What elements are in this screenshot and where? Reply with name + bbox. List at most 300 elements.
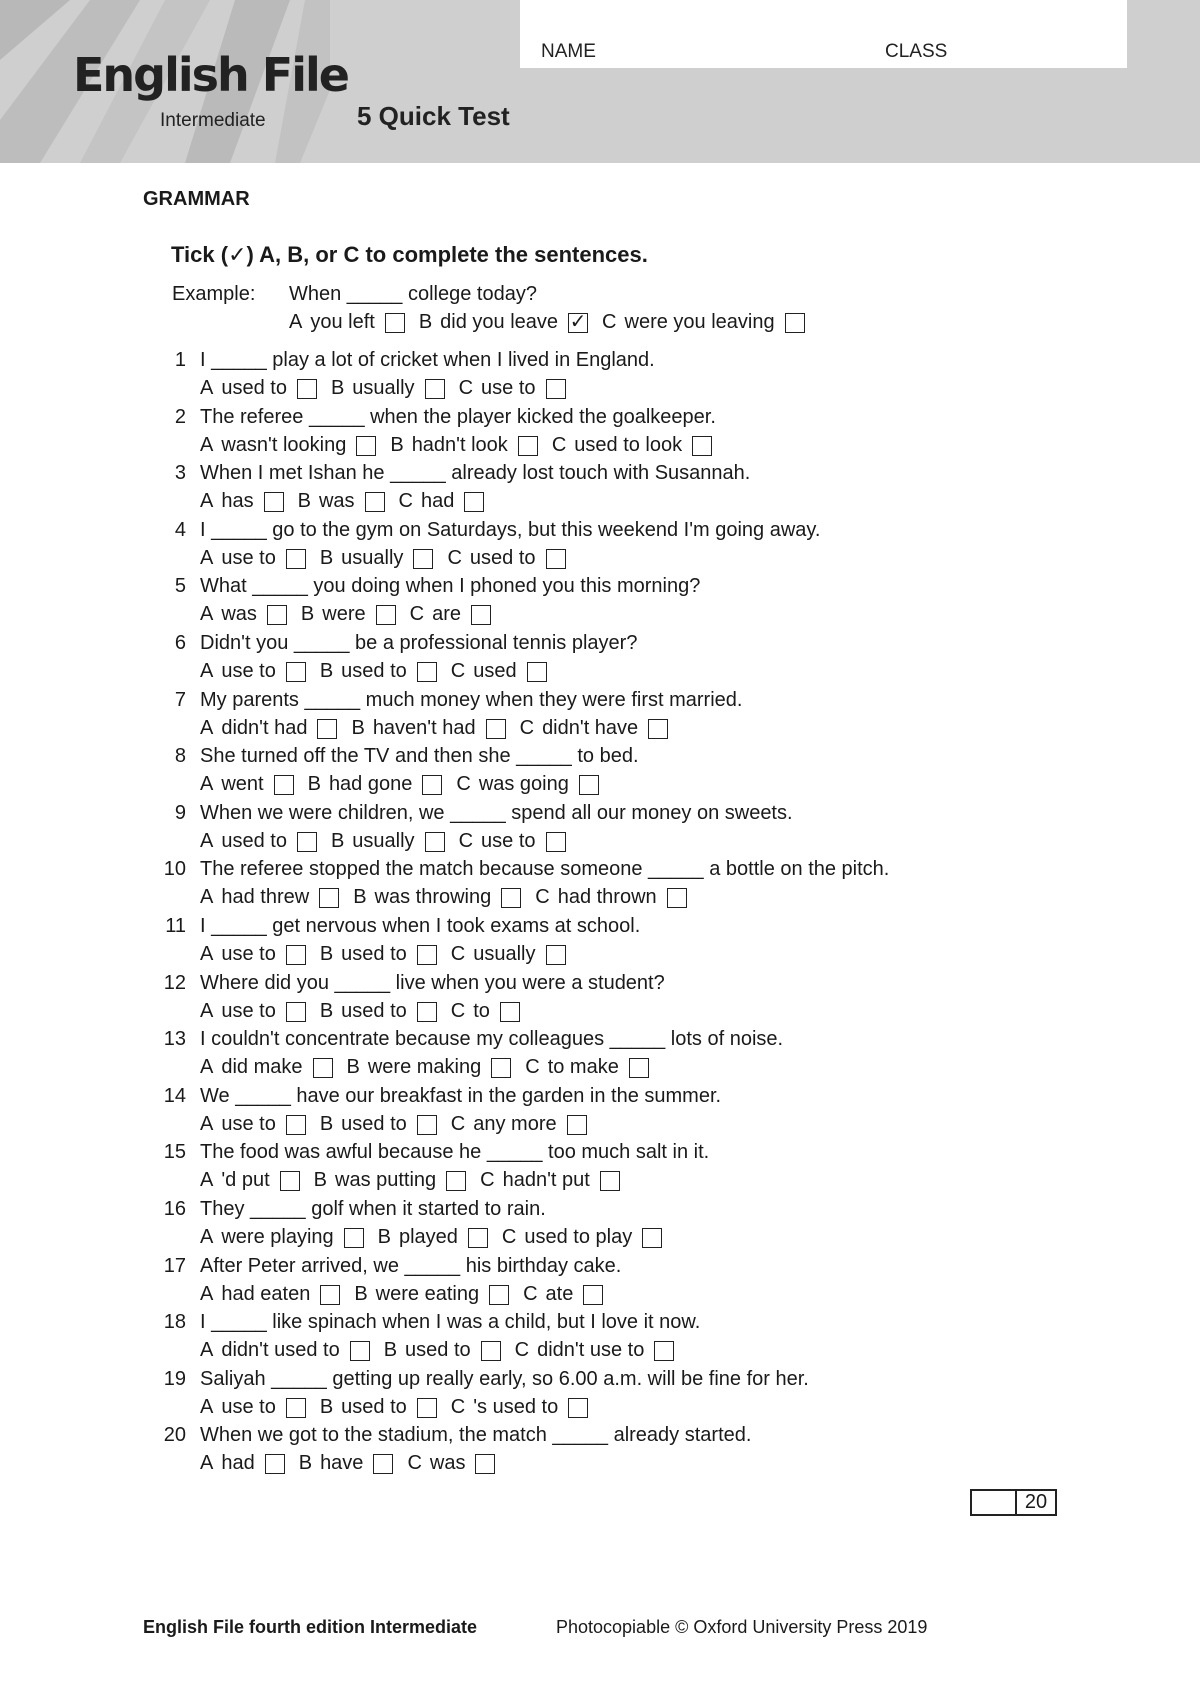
name-class-box [520,0,1127,68]
option-letter: B [346,1056,360,1078]
option-b[interactable] [347,1055,512,1079]
option-letter: A [200,1283,214,1305]
answer-checkbox[interactable] [267,605,287,625]
options-row [200,1338,688,1362]
option-text: used to [341,1396,407,1418]
option-text: had thrown [557,886,657,908]
option-text: haven't had [372,717,476,739]
example-text: When _____ college today? [289,283,537,305]
answer-checkbox[interactable]: ✓ [569,311,587,333]
option-text: used to [405,1339,471,1361]
options-row [200,1055,663,1079]
answer-checkbox[interactable] [546,379,566,399]
class-label: CLASS [885,41,948,62]
answer-checkbox[interactable] [481,1341,501,1361]
question-number: 9 [174,802,186,824]
answer-checkbox[interactable] [501,888,521,908]
option-a[interactable] [200,942,306,966]
option-text: didn't use to [537,1339,645,1361]
option-letter: A [200,547,214,569]
answer-checkbox[interactable] [280,1171,300,1191]
answer-checkbox[interactable] [264,492,284,512]
option-text: had [221,1452,255,1474]
answer-checkbox[interactable] [546,549,566,569]
option-letter: B [297,490,311,512]
option-text: had [420,490,455,512]
option-c[interactable] [447,546,565,570]
answer-checkbox[interactable] [376,605,396,625]
option-text: hadn't put [502,1169,590,1191]
answer-checkbox[interactable] [350,1341,370,1361]
option-letter: A [289,311,303,333]
answer-checkbox[interactable] [413,549,433,569]
option-b[interactable] [320,1112,437,1136]
question-text: After Peter arrived, we _____ his birthday cake. [200,1255,622,1277]
option-letter: B [377,1226,391,1248]
option-letter: B [418,311,433,333]
option-a[interactable] [200,829,317,853]
option-text: used to [341,943,407,965]
option-a[interactable] [200,1112,306,1136]
question-text: Saliyah _____ getting up really early, so 6.00 a.m. will be fine for her. [200,1368,809,1390]
option-letter: A [200,717,214,739]
option-c[interactable] [502,1225,662,1249]
option-a[interactable] [200,546,306,570]
option-c[interactable] [451,659,547,683]
answer-checkbox[interactable] [464,492,484,512]
option-c[interactable] [451,999,520,1023]
answer-checkbox[interactable] [579,775,599,795]
answer-checkbox[interactable] [425,832,445,852]
options-row [200,433,726,457]
option-letter: B [330,377,345,399]
options-row [200,772,613,796]
question-text: We _____ have our breakfast in the garden in the summer. [200,1085,722,1107]
option-c[interactable] [602,310,805,334]
option-letter: C [602,311,617,333]
option-c[interactable] [451,1395,588,1419]
option-text: has [221,490,254,512]
option-letter: A [200,1169,214,1191]
option-letter: C [523,1283,538,1305]
option-letter: B [307,773,321,795]
answer-checkbox[interactable] [491,1058,511,1078]
option-letter: B [390,434,404,456]
options-row [200,376,580,400]
question-text: I _____ play a lot of cricket when I lived in England. [200,349,655,371]
option-letter: C [480,1169,495,1191]
option-c[interactable] [520,716,669,740]
option-c[interactable] [515,1338,675,1362]
question-number: 16 [163,1198,186,1220]
options-row [200,1395,602,1419]
option-letter: B [300,603,315,625]
answer-checkbox[interactable] [286,1002,306,1022]
option-letter: C [525,1056,540,1078]
option-letter: A [200,1000,214,1022]
option-c[interactable] [451,1112,587,1136]
option-letter: C [458,377,474,399]
option-letter: C [450,1113,466,1135]
option-text: was throwing [374,886,492,908]
option-text: usually [352,377,415,399]
option-letter: C [450,1000,466,1022]
option-letter: A [200,660,214,682]
option-text: used [473,660,517,682]
footer-copyright: Photocopiable © Oxford University Press 2019 [556,1617,928,1637]
option-letter: B [354,1283,368,1305]
question-number: 8 [174,745,186,767]
answer-checkbox[interactable] [286,945,306,965]
answer-checkbox[interactable] [356,436,376,456]
question-number: 7 [174,689,186,711]
options-row [200,1225,676,1249]
option-letter: C [501,1226,517,1248]
answer-checkbox[interactable] [546,832,566,852]
option-a[interactable] [200,1395,306,1419]
options-row [200,546,580,570]
option-letter: A [200,490,214,512]
answer-checkbox[interactable] [475,1454,495,1474]
question-text: I _____ get nervous when I took exams at school. [200,915,641,937]
option-c[interactable] [459,376,566,400]
option-c[interactable] [451,942,566,966]
option-letter: A [200,603,214,625]
question-number: 4 [174,519,186,541]
option-text: didn't used to [221,1339,340,1361]
option-text: used to [341,1113,407,1135]
answer-checkbox[interactable] [286,1115,306,1135]
question-number: 3 [174,462,186,484]
question-text: I couldn't concentrate because my colleagues _____ lots of noise. [200,1028,784,1050]
question-text: Didn't you _____ be a professional tennis player? [200,632,638,654]
question-number: 20 [163,1424,186,1446]
option-text: hadn't look [411,434,508,456]
option-b[interactable] [390,433,537,457]
option-b[interactable] [320,942,437,966]
question-number: 2 [174,406,186,428]
option-text: was [318,490,355,512]
option-b[interactable] [299,1451,394,1475]
answer-checkbox[interactable] [600,1171,620,1191]
answer-checkbox[interactable] [417,1398,437,1418]
option-letter: B [319,1396,334,1418]
option-text: played [398,1226,458,1248]
question-number: 13 [163,1028,186,1050]
option-c[interactable] [523,1282,603,1306]
score-box [970,1489,1057,1516]
option-a[interactable] [200,1338,370,1362]
option-letter: C [535,886,550,908]
option-letter: B [319,1000,334,1022]
answer-checkbox[interactable] [344,1228,364,1248]
answer-checkbox[interactable] [546,945,566,965]
option-text: had threw [221,886,310,908]
options-row [200,659,561,683]
question-number: 1 [174,349,186,371]
options-row [200,1282,617,1306]
answer-checkbox[interactable] [500,1002,520,1022]
answer-checkbox[interactable] [297,832,317,852]
options-row [200,1168,634,1192]
option-c[interactable] [535,885,686,909]
option-letter: B [351,717,365,739]
option-letter: A [200,1396,214,1418]
option-letter: C [447,547,462,569]
option-text: had eaten [221,1283,311,1305]
option-b[interactable] [331,376,445,400]
answer-checkbox[interactable] [629,1058,649,1078]
question-text: They _____ golf when it started to rain. [200,1198,546,1220]
option-a[interactable] [200,433,376,457]
option-letter: B [319,943,334,965]
option-text: did you leave [440,311,559,333]
option-c[interactable] [410,602,491,626]
answer-checkbox[interactable] [583,1285,603,1305]
option-letter: A [200,886,214,908]
question-text: The referee _____ when the player kicked the goalkeeper. [200,406,716,428]
answer-checkbox[interactable] [785,313,805,333]
answer-checkbox[interactable] [446,1171,466,1191]
question-number: 12 [163,972,186,994]
option-a[interactable] [200,1055,333,1079]
option-b[interactable] [301,602,396,626]
option-letter: C [398,490,413,512]
option-a[interactable] [200,376,317,400]
option-letter: B [330,830,345,852]
question-text: Where did you _____ live when you were a student? [200,972,665,994]
option-letter: C [514,1339,530,1361]
option-letter: A [200,434,214,456]
score-total: 20 [1024,1491,1048,1513]
answer-checkbox[interactable] [417,1115,437,1135]
option-text: used to [221,830,287,852]
question-text: The food was awful because he _____ too much salt in it. [200,1141,710,1163]
example-label: Example: [172,283,256,305]
option-b[interactable] [331,829,445,853]
option-text: were eating [375,1283,480,1305]
answer-checkbox[interactable] [468,1228,488,1248]
option-c[interactable] [399,489,485,513]
answer-checkbox[interactable] [313,1058,333,1078]
options-row [200,885,701,909]
answer-checkbox[interactable] [568,1398,588,1418]
option-a[interactable] [200,999,306,1023]
header-banner [0,0,1200,163]
option-c[interactable] [456,772,599,796]
option-text: have [320,1452,364,1474]
question-number: 17 [163,1255,186,1277]
option-c[interactable] [525,1055,649,1079]
question-number: 19 [163,1368,186,1390]
question-text: The referee stopped the match because someone _____ a bottle on the pitch. [200,858,890,880]
option-text: were [322,603,366,625]
option-text: had gone [328,773,413,795]
option-c[interactable] [459,829,566,853]
option-b[interactable] [314,1168,467,1192]
question-number: 14 [163,1085,186,1107]
option-text: were playing [221,1226,334,1248]
option-letter: C [551,434,567,456]
test-title: 5 Quick Test [357,101,510,131]
question-number: 6 [174,632,186,654]
answer-checkbox[interactable] [692,436,712,456]
option-text: use to [221,1113,276,1135]
question-text: What _____ you doing when I phoned you this morning? [200,575,701,597]
question-number: 10 [163,858,186,880]
option-letter: A [200,1226,214,1248]
answer-checkbox[interactable] [648,719,668,739]
option-letter: A [200,830,214,852]
option-text: ate [545,1283,574,1305]
footer-edition: English File fourth edition Intermediate [143,1617,478,1637]
answer-checkbox[interactable] [422,775,442,795]
option-text: used to play [524,1226,633,1248]
option-c[interactable] [407,1451,495,1475]
answer-checkbox[interactable] [265,1454,285,1474]
option-c[interactable] [480,1168,620,1192]
option-a[interactable] [200,1225,364,1249]
answer-checkbox[interactable] [642,1228,662,1248]
option-b[interactable] [353,885,521,909]
question-text: I _____ like spinach when I was a child, but I love it now. [200,1311,701,1333]
option-letter: C [450,660,466,682]
option-text: went [221,773,264,795]
option-a[interactable] [200,659,306,683]
option-text: usually [473,943,536,965]
option-text: 's used to [473,1396,559,1418]
option-b[interactable] [354,1282,509,1306]
option-a[interactable] [200,602,287,626]
option-b[interactable] [351,716,505,740]
option-b[interactable] [320,659,437,683]
answer-checkbox[interactable] [417,662,437,682]
answer-checkbox[interactable] [385,313,405,333]
option-letter: A [200,943,214,965]
answer-checkbox[interactable] [417,1002,437,1022]
option-letter: A [200,773,214,795]
question-text: My parents _____ much money when they were first married. [200,689,743,711]
option-b[interactable] [378,1225,488,1249]
answer-checkbox[interactable] [297,379,317,399]
option-text: was putting [335,1169,437,1191]
option-letter: B [319,547,334,569]
options-row [200,1112,601,1136]
option-letter: C [450,943,466,965]
option-b[interactable] [298,489,385,513]
option-text: use to [221,1000,276,1022]
question-text: She turned off the TV and then she _____ to bed. [200,745,639,767]
answer-checkbox[interactable] [489,1285,509,1305]
answer-checkbox[interactable] [471,605,491,625]
option-letter: C [409,603,425,625]
option-text: use to [481,830,536,852]
options-row [200,829,580,853]
answer-checkbox[interactable] [319,888,339,908]
answer-checkbox[interactable] [417,945,437,965]
answer-checkbox[interactable] [527,662,547,682]
option-a[interactable] [200,716,337,740]
question-number: 5 [174,575,186,597]
option-text: use to [221,547,276,569]
option-letter: A [200,1339,214,1361]
option-text: was [429,1452,466,1474]
option-b[interactable] [419,310,588,334]
option-text: used to [469,547,536,569]
options-row [200,602,505,626]
option-b[interactable] [384,1338,501,1362]
option-letter: A [200,1452,214,1474]
option-a[interactable] [200,489,284,513]
option-c[interactable] [552,433,712,457]
option-text: used to look [574,434,683,456]
options-row [200,999,534,1023]
option-letter: B [383,1339,398,1361]
option-text: didn't had [221,717,308,739]
option-a[interactable] [200,772,294,796]
answer-checkbox[interactable] [274,775,294,795]
option-text: were you leaving [624,311,775,333]
option-text: did make [221,1056,303,1078]
option-text: wasn't looking [221,434,347,456]
option-b[interactable] [308,772,443,796]
answer-checkbox[interactable] [373,1454,393,1474]
option-letter: B [319,1113,334,1135]
option-text: usually [341,547,404,569]
option-text: use to [221,943,276,965]
option-a[interactable] [200,1168,300,1192]
option-a[interactable] [289,310,405,334]
answer-checkbox[interactable] [567,1115,587,1135]
logo-text: English File [73,48,348,102]
option-letter: A [200,1056,214,1078]
section-title: GRAMMAR [143,188,250,210]
answer-checkbox[interactable] [286,662,306,682]
option-a[interactable] [200,1282,340,1306]
answer-checkbox[interactable] [320,1285,340,1305]
option-b[interactable] [320,999,437,1023]
logo-subtitle: Intermediate [160,110,266,131]
answer-checkbox[interactable] [286,1398,306,1418]
option-text: were making [367,1056,482,1078]
question-text: I _____ go to the gym on Saturdays, but this weekend I'm going away. [200,519,821,541]
option-text: was [221,603,257,625]
option-letter: C [456,773,471,795]
option-text: was going [478,773,569,795]
answer-checkbox[interactable] [425,379,445,399]
answer-checkbox[interactable] [667,888,687,908]
option-text: use to [221,1396,276,1418]
option-text: you left [310,311,375,333]
question-number: 15 [163,1141,186,1163]
score-blank[interactable] [972,1491,1017,1514]
instruction: Tick (✓) A, B, or C to complete the sentences. [171,242,648,267]
option-b[interactable] [320,546,434,570]
answer-checkbox[interactable] [317,719,337,739]
answer-checkbox[interactable] [486,719,506,739]
answer-checkbox[interactable] [286,549,306,569]
option-a[interactable] [200,885,339,909]
option-b[interactable] [320,1395,437,1419]
option-text: 'd put [221,1169,270,1191]
question-text: When we were children, we _____ spend all our money on sweets. [200,802,793,824]
answer-checkbox[interactable] [518,436,538,456]
options-row [200,489,498,513]
answer-checkbox[interactable] [365,492,385,512]
option-a[interactable] [200,1451,285,1475]
answer-checkbox[interactable] [654,1341,674,1361]
options-row [200,942,580,966]
